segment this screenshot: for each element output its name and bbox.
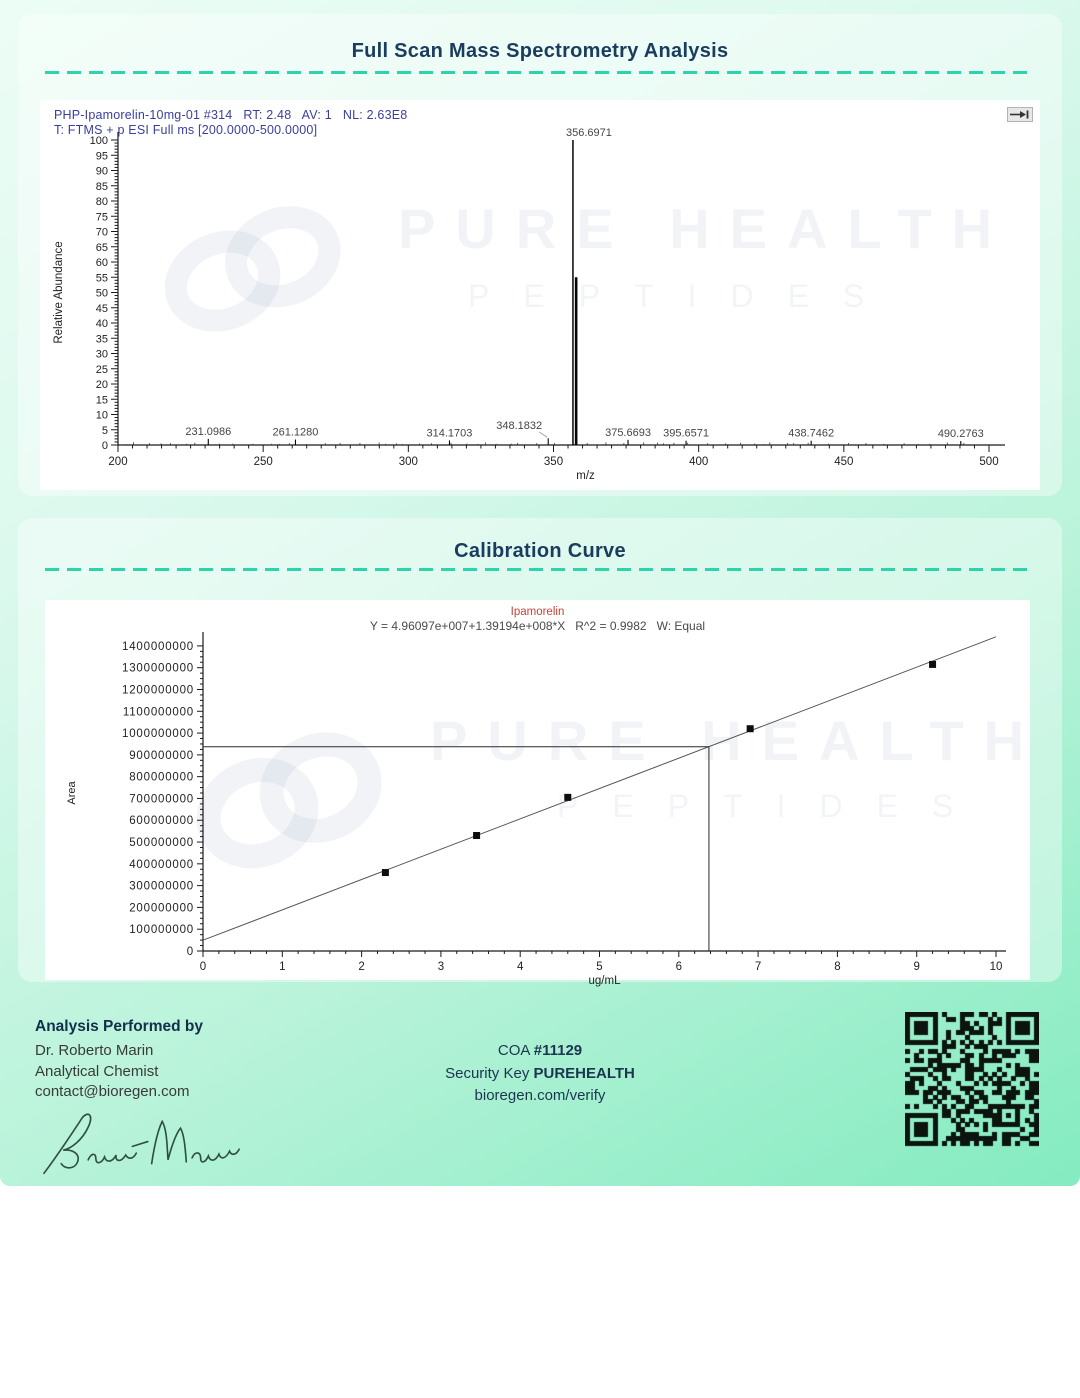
analyst-block xyxy=(35,1018,203,1103)
svg-text:490.2763: 490.2763 xyxy=(937,428,984,441)
calibration-chart xyxy=(45,600,1045,987)
svg-text:60: 60 xyxy=(95,257,108,269)
svg-text:300: 300 xyxy=(398,456,418,468)
svg-text:200: 200 xyxy=(108,456,128,468)
svg-text:70: 70 xyxy=(95,226,108,239)
analyst-signature xyxy=(38,1106,273,1186)
svg-text:55: 55 xyxy=(95,272,108,285)
svg-text:4: 4 xyxy=(516,961,524,973)
svg-text:375.6693: 375.6693 xyxy=(605,426,651,439)
svg-text:Area: Area xyxy=(66,781,78,805)
coa-number: #11129 xyxy=(533,1042,583,1059)
svg-text:10: 10 xyxy=(989,961,1003,973)
analyst-name: Dr. Roberto Marin xyxy=(35,1042,154,1059)
svg-text:348.1832: 348.1832 xyxy=(496,420,543,432)
svg-text:95: 95 xyxy=(95,150,108,163)
dashed-divider xyxy=(45,71,1035,74)
svg-text:45: 45 xyxy=(95,302,108,315)
spectrum-header-line2: T: FTMS + p ESI Full ms [200.0000-500.0000] xyxy=(54,123,318,137)
svg-text:314.1703: 314.1703 xyxy=(426,427,473,440)
svg-text:400000000: 400000000 xyxy=(129,858,194,871)
svg-text:20: 20 xyxy=(95,379,108,391)
mass-spectrum-plot xyxy=(40,100,1040,490)
svg-text:85: 85 xyxy=(95,180,108,193)
svg-text:90: 90 xyxy=(95,165,108,178)
qr-code xyxy=(905,1012,1039,1152)
svg-text:395.6571: 395.6571 xyxy=(663,427,710,440)
verify-url: bioregen.com/verify xyxy=(474,1087,606,1104)
svg-text:500: 500 xyxy=(979,456,999,468)
coa-label: COA xyxy=(497,1042,530,1059)
svg-text:0: 0 xyxy=(199,961,207,973)
svg-text:5: 5 xyxy=(101,424,108,437)
svg-text:3: 3 xyxy=(437,961,445,973)
svg-text:100000000: 100000000 xyxy=(129,924,194,937)
svg-text:50: 50 xyxy=(95,287,108,300)
svg-text:200000000: 200000000 xyxy=(129,902,194,915)
performed-by-title: Analysis Performed by xyxy=(35,1018,203,1035)
svg-text:40: 40 xyxy=(95,318,108,330)
calibration-plot xyxy=(45,600,1030,987)
svg-text:350: 350 xyxy=(543,456,564,468)
coa-number-line xyxy=(445,1040,635,1063)
watermark-text: PURE HEALTH xyxy=(430,709,1045,772)
svg-text:75: 75 xyxy=(95,211,108,224)
svg-text:450: 450 xyxy=(834,456,854,468)
security-key-label: Security Key xyxy=(445,1064,530,1082)
watermark-text: PURE HEALTH xyxy=(398,197,1013,260)
security-key-line xyxy=(445,1063,635,1086)
svg-text:35: 35 xyxy=(95,333,108,346)
spectrum-header-line1: PHP-Ipamorelin-10mg-01 #314 RT: 2.48 AV: 1 NL: 2.63E8 xyxy=(54,108,408,122)
svg-text:261.1280: 261.1280 xyxy=(272,426,319,439)
svg-text:5: 5 xyxy=(596,961,603,973)
calibration-compound-name: Ipamorelin xyxy=(510,606,565,618)
svg-text:438.7462: 438.7462 xyxy=(788,427,835,440)
svg-text:300000000: 300000000 xyxy=(129,880,194,893)
svg-text:2: 2 xyxy=(358,961,365,973)
dashed-divider xyxy=(45,568,1035,571)
svg-text:9: 9 xyxy=(913,961,920,973)
svg-text:15: 15 xyxy=(95,394,108,407)
svg-text:0: 0 xyxy=(186,946,194,958)
svg-text:700000000: 700000000 xyxy=(129,793,194,806)
svg-text:900000000: 900000000 xyxy=(129,749,194,762)
svg-text:231.0986: 231.0986 xyxy=(185,425,232,438)
svg-text:400: 400 xyxy=(689,456,709,468)
svg-text:Relative Abundance: Relative Abundance xyxy=(53,241,65,344)
svg-text:7: 7 xyxy=(754,961,762,973)
svg-text:m/z: m/z xyxy=(576,470,595,482)
spectrum-toolbar-icon xyxy=(1007,107,1033,122)
watermark-subtext: PEPTIDES xyxy=(468,278,899,314)
svg-text:1: 1 xyxy=(279,961,286,973)
mass-spec-section-title: Full Scan Mass Spectrometry Analysis xyxy=(351,40,729,62)
svg-text:1400000000: 1400000000 xyxy=(122,640,194,653)
analyst-email: contact@bioregen.com xyxy=(35,1083,190,1101)
svg-text:1200000000: 1200000000 xyxy=(122,684,194,697)
security-key-value: PUREHEALTH xyxy=(533,1064,635,1082)
svg-text:25: 25 xyxy=(95,363,108,376)
svg-text:100: 100 xyxy=(89,135,108,147)
watermark-subtext: PEPTIDES xyxy=(557,788,988,824)
svg-text:8: 8 xyxy=(834,961,841,973)
calibration-equation: Y = 4.96097e+007+1.39194e+008*X R^2 = 0.9982 W: Equal xyxy=(369,619,706,633)
svg-text:800000000: 800000000 xyxy=(129,771,194,784)
svg-text:80: 80 xyxy=(95,196,108,208)
calibration-section-title: Calibration Curve xyxy=(454,540,626,562)
svg-text:250: 250 xyxy=(253,456,273,468)
svg-text:ug/mL: ug/mL xyxy=(588,975,621,987)
mass-spectrum-chart xyxy=(40,100,1040,490)
svg-text:1000000000: 1000000000 xyxy=(122,728,194,741)
coa-verification-block xyxy=(445,1040,635,1108)
svg-text:30: 30 xyxy=(95,348,108,361)
svg-text:356.6971: 356.6971 xyxy=(565,127,612,139)
svg-text:65: 65 xyxy=(95,241,108,254)
svg-text:600000000: 600000000 xyxy=(129,815,194,828)
svg-text:10: 10 xyxy=(95,409,108,422)
svg-text:0: 0 xyxy=(101,440,108,452)
svg-text:6: 6 xyxy=(675,961,683,973)
svg-text:1300000000: 1300000000 xyxy=(122,662,194,675)
svg-text:500000000: 500000000 xyxy=(129,837,194,850)
analyst-role: Analytical Chemist xyxy=(35,1062,159,1080)
svg-text:1100000000: 1100000000 xyxy=(122,706,194,719)
